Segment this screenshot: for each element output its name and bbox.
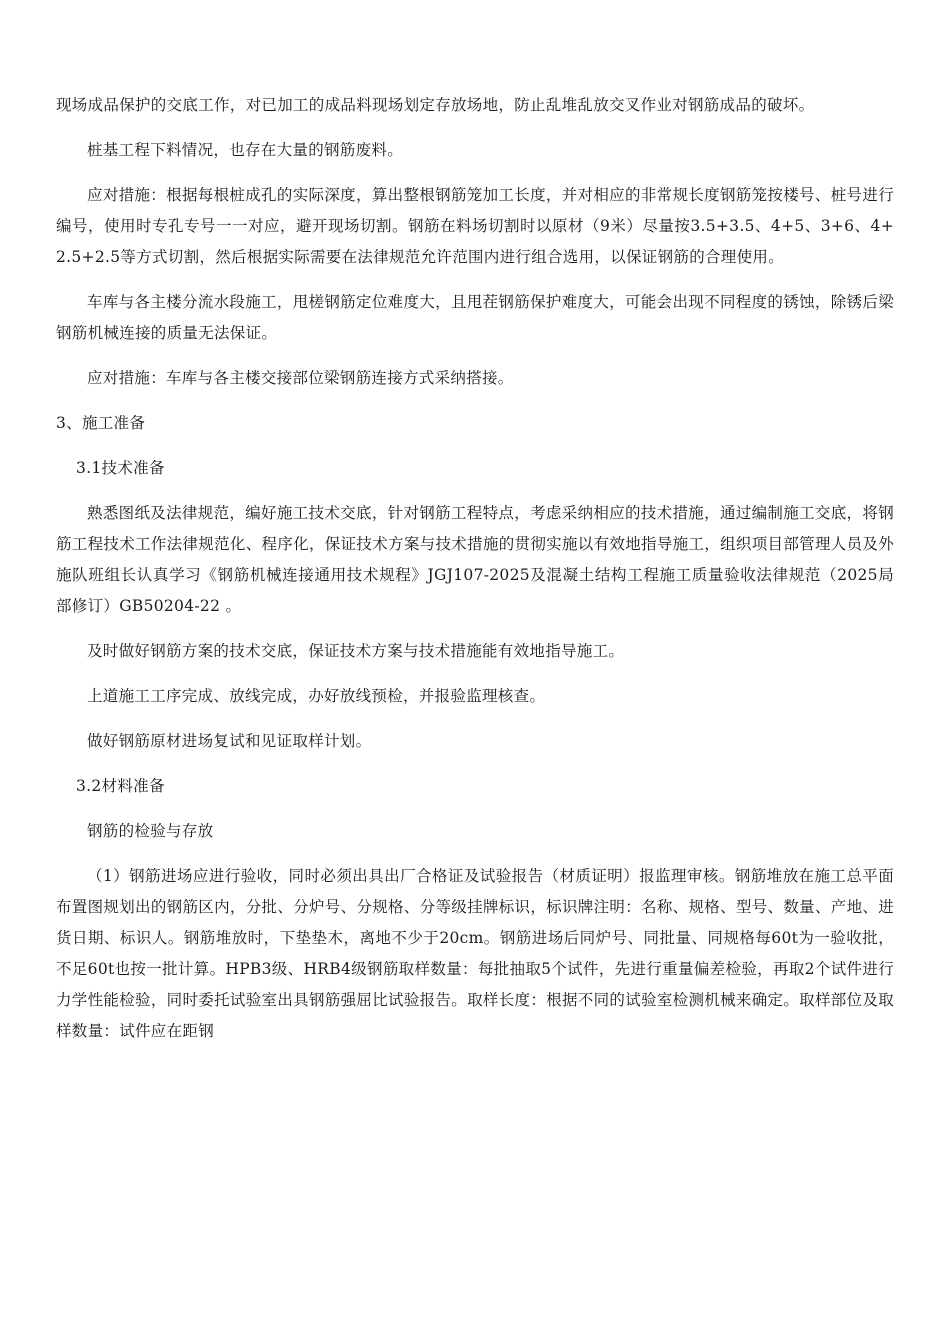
heading-technical-preparation: 3.1技术准备: [76, 459, 165, 477]
paragraph-pile-waste: 桩基工程下料情况，也存在大量的钢筋废料。: [87, 141, 404, 159]
paragraph-sampling-plan: 做好钢筋原材进场复试和见证取样计划。: [87, 732, 372, 750]
paragraph-pile-countermeasure: 应对措施：根据每根桩成孔的实际深度，算出整根钢筋笼加工长度，并对相应的非常规长度钢筋笼按楼号、桩号进行编号，使用时专孔专号一一对应，避开现场切割。钢筋在料场切割时以原材（9米）尽量按3.5+3.5、4+5、3+6、4+2.5+2.5等方式切割，然后根据实际需要在法律规范允许范围内进行组合选用，以保证钢筋的合理使用。: [56, 186, 894, 266]
document-page: [56, 90, 894, 1059]
paragraph-finished-product-protection: 现场成品保护的交底工作，对已加工的成品料现场划定存放场地，防止乱堆乱放交叉作业对钢筋成品的破坏。: [56, 96, 815, 114]
heading-construction-preparation: 3、施工准备: [56, 414, 146, 432]
paragraph-garage-countermeasure: 应对措施：车库与各主楼交接部位梁钢筋连接方式采纳搭接。: [87, 369, 514, 387]
paragraph-technical-briefing: 及时做好钢筋方案的技术交底，保证技术方案与技术措施能有效地指导施工。: [87, 642, 625, 660]
paragraph-previous-process: 上道施工工序完成、放线完成，办好放线预检，并报验监理核查。: [87, 687, 546, 705]
paragraph-garage-construction: 车库与各主楼分流水段施工，甩槎钢筋定位难度大，且甩茬钢筋保护难度大，可能会出现不同程度的锈蚀，除锈后梁钢筋机械连接的质量无法保证。: [56, 293, 894, 342]
heading-material-preparation: 3.2材料准备: [76, 777, 165, 795]
paragraph-familiarize-drawings: 熟悉图纸及法律规范，编好施工技术交底，针对钢筋工程特点，考虑采纳相应的技术措施，通过编制施工交底，将钢筋工程技术工作法律规范化、程序化，保证技术方案与技术措施的贯彻实施以有效地指导施工，组织项目部管理人员及外施队班组长认真学习《钢筋机械连接通用技术规程》JGJ107-2025及混凝土结构工程施工质量验收法律规范（2025局部修订）GB50204-22 。: [56, 504, 894, 615]
paragraph-inspection-storage: 钢筋的检验与存放: [87, 822, 214, 840]
paragraph-rebar-acceptance: （1）钢筋进场应进行验收，同时必须出具出厂合格证及试验报告（材质证明）报监理审核。钢筋堆放在施工总平面布置图规划出的钢筋区内，分批、分炉号、分规格、分等级挂牌标识，标识牌注明：名称、规格、型号、数量、产地、进货日期、标识人。钢筋堆放时，下垫垫木，离地不少于20cm。钢筋进场后同炉号、同批量、同规格每60t为一验收批，不足60t也按一批计算。HPB3级、HRB4级钢筋取样数量：每批抽取5个试件，先进行重量偏差检验，再取2个试件进行力学性能检验，同时委托试验室出具钢筋强屈比试验报告。取样长度：根据不同的试验室检测机械来确定。取样部位及取样数量：试件应在距钢: [56, 867, 894, 1040]
